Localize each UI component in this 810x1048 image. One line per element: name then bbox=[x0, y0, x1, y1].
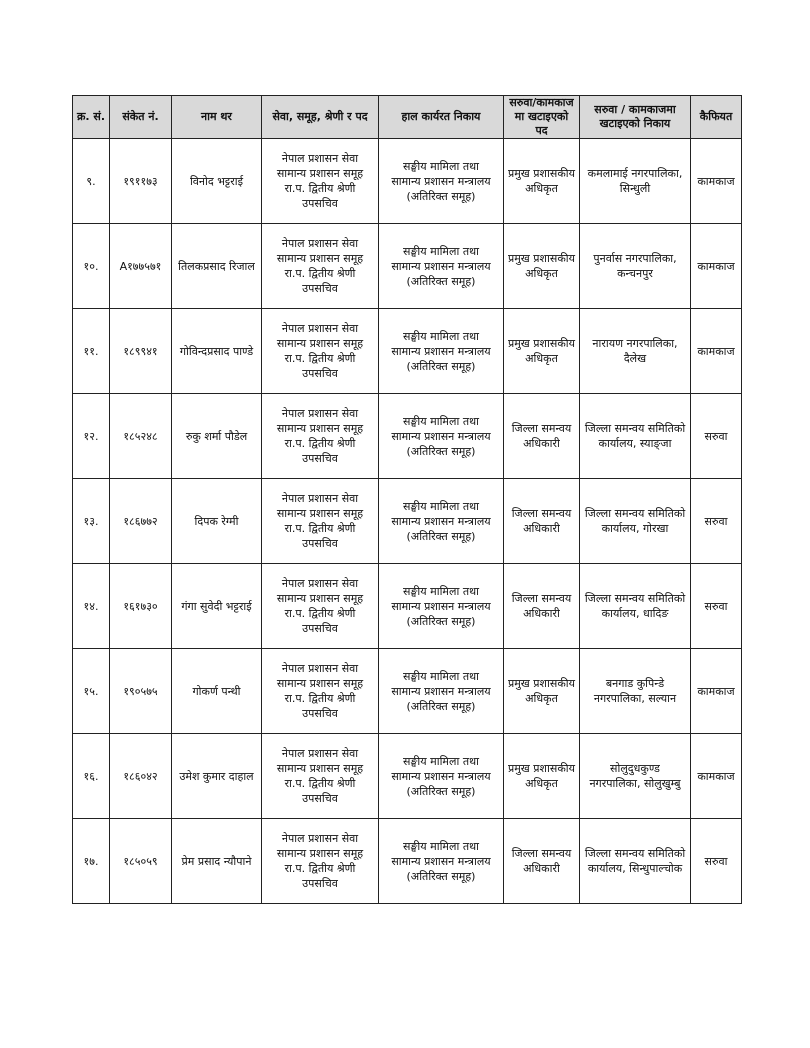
header-current-office: हाल कार्यरत निकाय bbox=[379, 96, 504, 139]
cell-current-office-line: (अतिरिक्त समूह) bbox=[406, 614, 476, 628]
cell-current-office-line: सङ्घीय मामिला तथा bbox=[403, 584, 479, 598]
cell-code-number: १९११७३ bbox=[110, 139, 172, 224]
cell-assigned-post bbox=[504, 819, 580, 904]
cell-service bbox=[262, 309, 379, 394]
cell-current-office bbox=[379, 479, 504, 564]
cell-current-office-line: सामान्य प्रशासन मन्त्रालय bbox=[391, 854, 491, 868]
cell-assigned-office-line: नारायण नगरपालिका, bbox=[592, 337, 678, 350]
cell-current-office bbox=[379, 394, 504, 479]
cell-current-office-line: सामान्य प्रशासन मन्त्रालय bbox=[391, 769, 491, 783]
cell-name: प्रेम प्रसाद न्यौपाने bbox=[172, 819, 262, 904]
cell-code-number: १८६०४२ bbox=[110, 734, 172, 819]
cell-code-number: १८९९४१ bbox=[110, 309, 172, 394]
cell-service-line: उपसचिव bbox=[302, 622, 338, 635]
table-row bbox=[73, 309, 742, 394]
cell-service-line: नेपाल प्रशासन सेवा bbox=[281, 747, 359, 760]
cell-assigned-office bbox=[580, 649, 691, 734]
cell-serial-number: १४. bbox=[73, 564, 110, 649]
cell-service-line: उपसचिव bbox=[302, 537, 338, 550]
cell-assigned-post-line: जिल्ला समन्वय bbox=[511, 507, 572, 520]
header-row bbox=[73, 96, 742, 139]
cell-code-number: १८६७७२ bbox=[110, 479, 172, 564]
cell-assigned-post-line: प्रमुख प्रशासकीय bbox=[507, 762, 576, 775]
cell-service-line: उपसचिव bbox=[302, 452, 338, 465]
table-body bbox=[73, 139, 742, 904]
cell-assigned-post-line: अधिकारी bbox=[523, 437, 560, 450]
table-row bbox=[73, 139, 742, 224]
cell-service-line: नेपाल प्रशासन सेवा bbox=[281, 407, 359, 420]
cell-current-office-line: (अतिरिक्त समूह) bbox=[406, 529, 476, 543]
cell-remarks: कामकाज bbox=[691, 309, 742, 394]
cell-service-line: रा.प. द्वितीय श्रेणी bbox=[284, 862, 356, 875]
cell-serial-number: १२. bbox=[73, 394, 110, 479]
header-serial-number: क्र. सं. bbox=[73, 96, 110, 139]
cell-serial-number: ९. bbox=[73, 139, 110, 224]
cell-assigned-office bbox=[580, 139, 691, 224]
cell-service-line: सामान्य प्रशासन समूह bbox=[276, 167, 364, 180]
cell-current-office-line: सामान्य प्रशासन मन्त्रालय bbox=[391, 599, 491, 613]
cell-assigned-office-line: जिल्ला समन्वय समितिको bbox=[584, 422, 686, 435]
table-row bbox=[73, 224, 742, 309]
cell-serial-number: १७. bbox=[73, 819, 110, 904]
cell-name: गोविन्दप्रसाद पाण्डे bbox=[172, 309, 262, 394]
cell-assigned-post bbox=[504, 394, 580, 479]
cell-name: गंगा सुवेदी भट्टराई bbox=[172, 564, 262, 649]
cell-service-line: उपसचिव bbox=[302, 877, 338, 890]
cell-code-number: १९०५७५ bbox=[110, 649, 172, 734]
cell-code-number: A१७७५७१ bbox=[110, 224, 172, 309]
cell-remarks: कामकाज bbox=[691, 649, 742, 734]
cell-assigned-post-line: प्रमुख प्रशासकीय bbox=[507, 252, 576, 265]
table-row bbox=[73, 819, 742, 904]
cell-serial-number: १०. bbox=[73, 224, 110, 309]
cell-code-number: १८५०५९ bbox=[110, 819, 172, 904]
cell-current-office bbox=[379, 649, 504, 734]
cell-current-office bbox=[379, 734, 504, 819]
table-header bbox=[73, 96, 742, 139]
cell-service-line: सामान्य प्रशासन समूह bbox=[276, 422, 364, 435]
cell-code-number: १६१७३० bbox=[110, 564, 172, 649]
cell-remarks: सरुवा bbox=[691, 479, 742, 564]
cell-assigned-office-line: कमलामाई नगरपालिका, bbox=[587, 167, 683, 180]
cell-service-line: रा.प. द्वितीय श्रेणी bbox=[284, 522, 356, 535]
cell-service bbox=[262, 819, 379, 904]
cell-service-line: रा.प. द्वितीय श्रेणी bbox=[284, 607, 356, 620]
cell-assigned-post bbox=[504, 649, 580, 734]
cell-current-office-line: (अतिरिक्त समूह) bbox=[406, 869, 476, 883]
transfer-table bbox=[72, 95, 742, 904]
cell-assigned-office bbox=[580, 224, 691, 309]
cell-current-office-line: (अतिरिक्त समूह) bbox=[406, 359, 476, 373]
cell-service-line: उपसचिव bbox=[302, 707, 338, 720]
cell-service-line: रा.प. द्वितीय श्रेणी bbox=[284, 352, 356, 365]
cell-name: विनोद भट्टराई bbox=[172, 139, 262, 224]
cell-remarks: कामकाज bbox=[691, 224, 742, 309]
cell-assigned-post-line: जिल्ला समन्वय bbox=[511, 847, 572, 860]
cell-current-office-line: (अतिरिक्त समूह) bbox=[406, 274, 476, 288]
cell-name: दिपक रेग्मी bbox=[172, 479, 262, 564]
cell-current-office bbox=[379, 819, 504, 904]
cell-current-office-line: सङ्घीय मामिला तथा bbox=[403, 499, 479, 513]
cell-assigned-office bbox=[580, 479, 691, 564]
cell-current-office-line: सामान्य प्रशासन मन्त्रालय bbox=[391, 344, 491, 358]
cell-assigned-office-line: कार्यालय, स्याङ्जा bbox=[598, 437, 672, 450]
cell-name: गोकर्ण पन्थी bbox=[172, 649, 262, 734]
cell-serial-number: ११. bbox=[73, 309, 110, 394]
cell-assigned-office-line: जिल्ला समन्वय समितिको bbox=[584, 507, 686, 520]
cell-service-line: सामान्य प्रशासन समूह bbox=[276, 762, 364, 775]
cell-remarks: कामकाज bbox=[691, 139, 742, 224]
cell-current-office bbox=[379, 564, 504, 649]
cell-current-office-line: सङ्घीय मामिला तथा bbox=[403, 244, 479, 258]
cell-current-office-line: सामान्य प्रशासन मन्त्रालय bbox=[391, 259, 491, 273]
cell-assigned-office-line: कन्चनपुर bbox=[617, 267, 653, 280]
cell-current-office bbox=[379, 139, 504, 224]
cell-service bbox=[262, 734, 379, 819]
cell-service bbox=[262, 479, 379, 564]
cell-current-office-line: (अतिरिक्त समूह) bbox=[406, 699, 476, 713]
cell-service-line: नेपाल प्रशासन सेवा bbox=[281, 577, 359, 590]
cell-assigned-post-line: प्रमुख प्रशासकीय bbox=[507, 677, 576, 690]
cell-current-office-line: (अतिरिक्त समूह) bbox=[406, 444, 476, 458]
cell-assigned-post-line: जिल्ला समन्वय bbox=[511, 592, 572, 605]
cell-assigned-office bbox=[580, 394, 691, 479]
cell-remarks: कामकाज bbox=[691, 734, 742, 819]
header-code-number: संकेत नं. bbox=[110, 96, 172, 139]
cell-service-line: रा.प. द्वितीय श्रेणी bbox=[284, 777, 356, 790]
cell-service-line: उपसचिव bbox=[302, 197, 338, 210]
cell-service-line: नेपाल प्रशासन सेवा bbox=[281, 492, 359, 505]
cell-current-office-line: सामान्य प्रशासन मन्त्रालय bbox=[391, 429, 491, 443]
cell-service-line: नेपाल प्रशासन सेवा bbox=[281, 237, 359, 250]
table-row bbox=[73, 479, 742, 564]
cell-current-office-line: सङ्घीय मामिला तथा bbox=[403, 329, 479, 343]
table-row bbox=[73, 649, 742, 734]
cell-current-office-line: सामान्य प्रशासन मन्त्रालय bbox=[391, 684, 491, 698]
header-assigned-post: सरुवा/कामकाज मा खटाइएको पद bbox=[504, 96, 580, 139]
cell-service-line: रा.प. द्वितीय श्रेणी bbox=[284, 267, 356, 280]
cell-assigned-post-line: अधिकृत bbox=[525, 777, 558, 790]
cell-assigned-post-line: अधिकृत bbox=[525, 692, 558, 705]
cell-assigned-office bbox=[580, 734, 691, 819]
cell-assigned-office-line: बनगाड कुपिन्डे bbox=[605, 677, 665, 690]
cell-assigned-office-line: कार्यालय, धादिङ bbox=[601, 607, 669, 620]
cell-current-office-line: सङ्घीय मामिला तथा bbox=[403, 159, 479, 173]
cell-service bbox=[262, 649, 379, 734]
cell-service bbox=[262, 224, 379, 309]
cell-remarks: सरुवा bbox=[691, 394, 742, 479]
cell-service-line: रा.प. द्वितीय श्रेणी bbox=[284, 437, 356, 450]
cell-assigned-post-line: अधिकारी bbox=[523, 522, 560, 535]
header-name: नाम थर bbox=[172, 96, 262, 139]
cell-current-office-line: सङ्घीय मामिला तथा bbox=[403, 754, 479, 768]
header-remarks: कैफियत bbox=[691, 96, 742, 139]
cell-assigned-office-line: कार्यालय, सिन्धुपाल्चोक bbox=[587, 862, 683, 875]
cell-assigned-office-line: सोलुदुधकुण्ड bbox=[610, 762, 660, 775]
table-row bbox=[73, 564, 742, 649]
cell-assigned-post bbox=[504, 734, 580, 819]
cell-assigned-post-line: अधिकृत bbox=[525, 352, 558, 365]
cell-current-office bbox=[379, 224, 504, 309]
cell-name: तिलकप्रसाद रिजाल bbox=[172, 224, 262, 309]
cell-assigned-office bbox=[580, 819, 691, 904]
table-row bbox=[73, 734, 742, 819]
cell-assigned-office-line: सिन्धुली bbox=[619, 182, 651, 195]
cell-assigned-post-line: प्रमुख प्रशासकीय bbox=[507, 167, 576, 180]
cell-remarks: सरुवा bbox=[691, 564, 742, 649]
cell-current-office-line: सङ्घीय मामिला तथा bbox=[403, 669, 479, 683]
cell-service-line: नेपाल प्रशासन सेवा bbox=[281, 662, 359, 675]
cell-service bbox=[262, 394, 379, 479]
cell-service-line: सामान्य प्रशासन समूह bbox=[276, 337, 364, 350]
cell-service-line: रा.प. द्वितीय श्रेणी bbox=[284, 182, 356, 195]
cell-service-line: रा.प. द्वितीय श्रेणी bbox=[284, 692, 356, 705]
cell-remarks: सरुवा bbox=[691, 819, 742, 904]
cell-name: रुकु शर्मा पौडेल bbox=[172, 394, 262, 479]
cell-assigned-post-line: अधिकारी bbox=[523, 607, 560, 620]
cell-service-line: नेपाल प्रशासन सेवा bbox=[281, 152, 359, 165]
cell-service-line: नेपाल प्रशासन सेवा bbox=[281, 322, 359, 335]
cell-service-line: उपसचिव bbox=[302, 792, 338, 805]
cell-assigned-post bbox=[504, 479, 580, 564]
cell-service bbox=[262, 139, 379, 224]
cell-current-office-line: सङ्घीय मामिला तथा bbox=[403, 839, 479, 853]
cell-assigned-office bbox=[580, 309, 691, 394]
cell-assigned-office-line: जिल्ला समन्वय समितिको bbox=[584, 847, 686, 860]
cell-service-line: नेपाल प्रशासन सेवा bbox=[281, 832, 359, 845]
cell-assigned-office-line: पुनर्वास नगरपालिका, bbox=[593, 252, 677, 265]
cell-current-office-line: (अतिरिक्त समूह) bbox=[406, 784, 476, 798]
cell-assigned-office bbox=[580, 564, 691, 649]
header-service-group-class-post: सेवा, समूह, श्रेणी र पद bbox=[262, 96, 379, 139]
cell-assigned-post-line: अधिकृत bbox=[525, 182, 558, 195]
cell-service-line: सामान्य प्रशासन समूह bbox=[276, 847, 364, 860]
cell-serial-number: १६. bbox=[73, 734, 110, 819]
cell-assigned-post bbox=[504, 224, 580, 309]
cell-service-line: सामान्य प्रशासन समूह bbox=[276, 677, 364, 690]
cell-current-office-line: सामान्य प्रशासन मन्त्रालय bbox=[391, 174, 491, 188]
cell-serial-number: १३. bbox=[73, 479, 110, 564]
cell-service-line: सामान्य प्रशासन समूह bbox=[276, 507, 364, 520]
cell-assigned-post-line: जिल्ला समन्वय bbox=[511, 422, 572, 435]
header-assigned-office: सरुवा / कामकाजमा खटाइएको निकाय bbox=[580, 96, 691, 139]
cell-current-office-line: सामान्य प्रशासन मन्त्रालय bbox=[391, 514, 491, 528]
cell-service-line: सामान्य प्रशासन समूह bbox=[276, 252, 364, 265]
cell-assigned-post-line: अधिकृत bbox=[525, 267, 558, 280]
cell-assigned-post bbox=[504, 309, 580, 394]
cell-name: उमेश कुमार दाहाल bbox=[172, 734, 262, 819]
cell-current-office bbox=[379, 309, 504, 394]
cell-assigned-post bbox=[504, 564, 580, 649]
cell-assigned-office-line: नगरपालिका, सोलुखुम्बु bbox=[589, 777, 681, 790]
cell-service-line: उपसचिव bbox=[302, 282, 338, 295]
cell-service bbox=[262, 564, 379, 649]
cell-service-line: उपसचिव bbox=[302, 367, 338, 380]
cell-current-office-line: (अतिरिक्त समूह) bbox=[406, 189, 476, 203]
cell-assigned-post-line: प्रमुख प्रशासकीय bbox=[507, 337, 576, 350]
cell-assigned-office-line: जिल्ला समन्वय समितिको bbox=[584, 592, 686, 605]
cell-service-line: सामान्य प्रशासन समूह bbox=[276, 592, 364, 605]
cell-assigned-office-line: नगरपालिका, सल्यान bbox=[593, 692, 677, 705]
cell-assigned-post bbox=[504, 139, 580, 224]
cell-assigned-post-line: अधिकारी bbox=[523, 862, 560, 875]
cell-code-number: १८५२४८ bbox=[110, 394, 172, 479]
cell-current-office-line: सङ्घीय मामिला तथा bbox=[403, 414, 479, 428]
table-row bbox=[73, 394, 742, 479]
cell-serial-number: १५. bbox=[73, 649, 110, 734]
cell-assigned-office-line: दैलेख bbox=[623, 352, 647, 365]
cell-assigned-office-line: कार्यालय, गोरखा bbox=[601, 522, 669, 535]
